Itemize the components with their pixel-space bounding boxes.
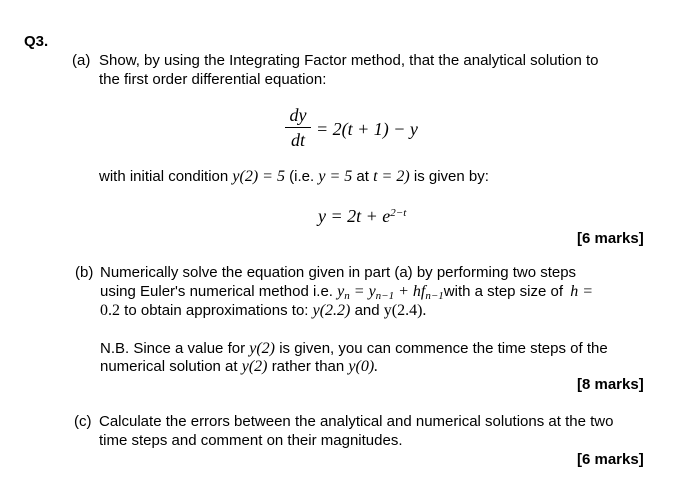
equation-rhs: = 2(t + 1) − y: [316, 119, 418, 139]
question-number: Q3.: [24, 33, 49, 50]
part-b-label: (b): [75, 264, 94, 281]
part-b-marks: [8 marks]: [577, 376, 644, 393]
approx-text: to obtain approximations to:: [124, 302, 309, 319]
solution-exponent: 2−t: [390, 207, 407, 219]
step-size-h: h =: [570, 283, 593, 300]
part-a-line1: Show, by using the Integrating Factor method, that the analytical solution to: [99, 52, 599, 69]
nb-line2: numerical solution at y(2) rather than y(0).: [100, 358, 379, 375]
ic-math-1: y(2) = 5: [232, 168, 285, 185]
part-b-line3: [100, 302, 426, 320]
part-c-label: (c): [74, 413, 92, 430]
fraction-bar: [285, 127, 311, 128]
part-c-marks: [6 marks]: [577, 451, 644, 468]
approx-y22: y(2.2): [312, 302, 351, 319]
ic-text-2: (i.e.: [289, 168, 315, 185]
ic-math-3: t = 2): [373, 168, 410, 185]
part-b-line2: [100, 283, 593, 301]
ic-text-1: with initial condition: [99, 168, 229, 185]
part-c-line2: time steps and comment on their magnitudes.: [99, 432, 403, 449]
approx-and: and: [354, 302, 380, 319]
ic-text-4: is given by:: [413, 168, 489, 185]
step-size-value: 0.2: [100, 302, 120, 319]
ic-math-2: y = 5: [318, 168, 353, 185]
euler-text: using Euler's numerical method i.e.: [100, 283, 333, 300]
analytical-solution: [318, 206, 406, 227]
solution-lhs: y = 2t + e: [318, 206, 391, 226]
step-size-text: with a step size of: [443, 283, 564, 300]
nb-line1: N.B. Since a value for y(2) is given, you can commence the time steps of the: [100, 340, 608, 357]
part-a-label: (a): [72, 52, 91, 69]
part-b-line1: Numerically solve the equation given in part (a) by performing two steps: [100, 264, 577, 281]
part-a-line2: the first order differential equation:: [99, 71, 327, 88]
ic-text-3: at: [356, 168, 369, 185]
part-a-marks: [6 marks]: [577, 230, 644, 247]
part-c-line1: Calculate the errors between the analytical and numerical solutions at the two: [99, 413, 614, 430]
approx-y24: y(2.4).: [383, 302, 427, 319]
derivative-fraction: [285, 105, 311, 150]
euler-formula: $y_n = y_{n-1} + hf_{n-1}$: [337, 283, 444, 302]
derivative-denominator: dt: [290, 130, 305, 150]
derivative-numerator: dy: [289, 105, 307, 125]
initial-condition-line: [99, 168, 489, 186]
